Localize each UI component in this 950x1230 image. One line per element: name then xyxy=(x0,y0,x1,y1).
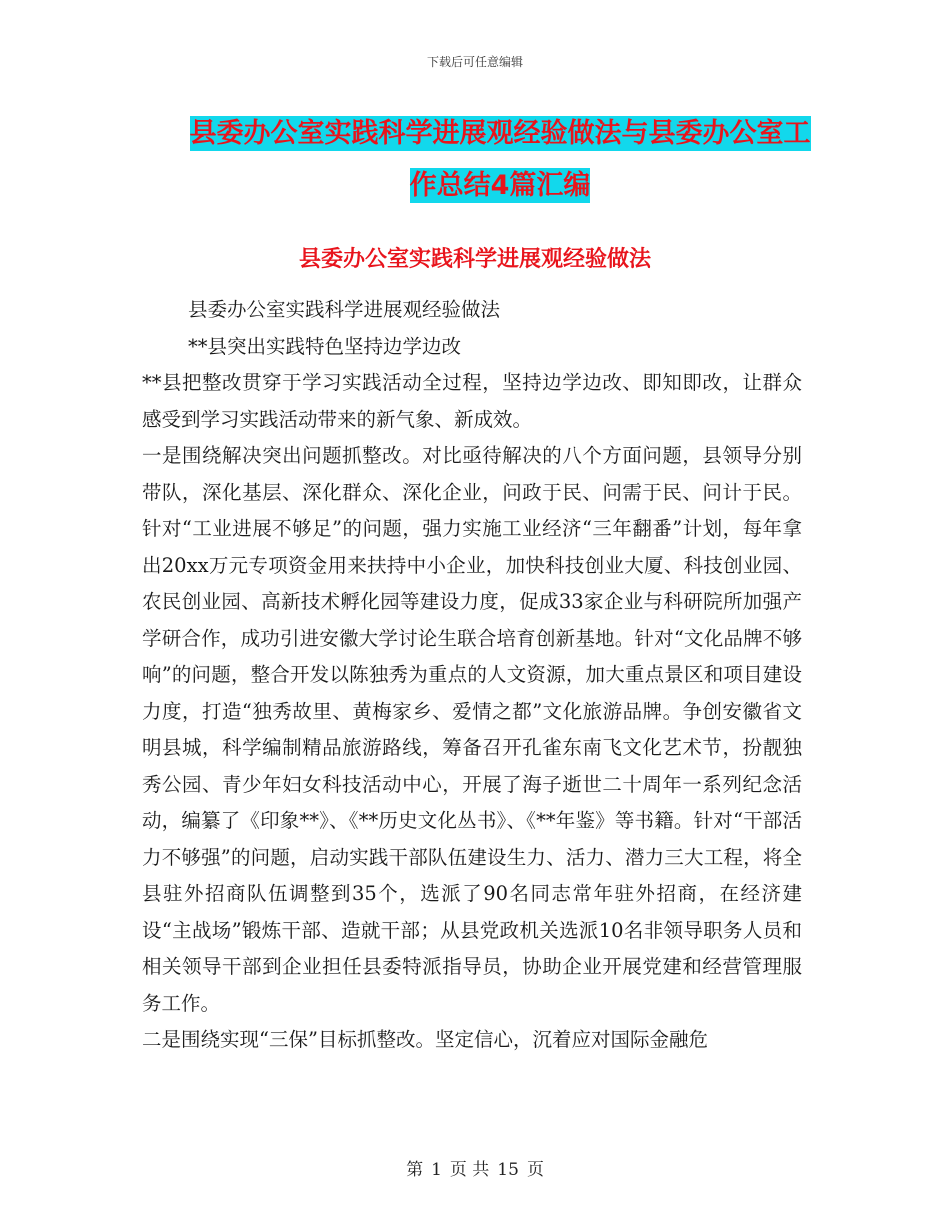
page-label-mid: 页 共 xyxy=(449,1160,490,1180)
paragraph-point-one: 一是围绕解决突出问题抓整改。对比亟待解决的八个方面问题，县领导分别带队，深化基层、深化群众、深化企业，问政于民、问需于民、问计于民。针对“工业进展不够足”的问题，强力实施工业经济“三年翻番”计划，每年拿出20xx万元专项资金用来扶持中小企业，加快科技创业大厦、科技创业园、农民创业园、高新技术孵化园等建设力度，促成33家企业与科研院所加强产学研合作，成功引进安徽大学讨论生联合培育创新基地。针对“文化品牌不够响”的问题，整合开发以陈独秀为重点的人文资源，加大重点景区和项目建设力度，打造“独秀故里、黄梅家乡、爱情之都”文化旅游品牌。争创安徽省文明县城，科学编制精品旅游路线，筹备召开孔雀东南飞文化艺术节，扮靓独秀公园、青少年妇女科技活动中心，开展了海子逝世二十周年一系列纪念活动，编纂了《印象**》、《**历史文化丛书》、《**年鉴》等书籍。针对“干部活力不够强”的问题，启动实践干部队伍建设生力、活力、潜力三大工程，将全县驻外招商队伍调整到35个，选派了90名同志常年驻外招商，在经济建设“主战场”锻炼干部、造就干部；从县党政机关选派10名非领导职务人员和相关领导干部到企业担任县委特派指导员，协助企业开展党建和经营管理服务工作。 xyxy=(142,444,802,1015)
paragraph-intro: **县把整改贯穿于学习实践活动全过程，坚持边学边改、即知即改，让群众感受到学习实践活动带来的新气象、新成效。 xyxy=(142,371,802,431)
header-note: 下载后可任意编辑 xyxy=(426,55,523,69)
paragraph-subheading: 县委办公室实践科学进展观经验做法 xyxy=(188,298,501,321)
section-title: 县委办公室实践科学进展观经验做法 xyxy=(298,247,651,272)
page-total: 15 xyxy=(497,1160,519,1180)
paragraph-point-two: 二是围绕实现“三保”目标抓整改。坚定信心，沉着应对国际金融危 xyxy=(142,1028,708,1051)
page-label-prefix: 第 xyxy=(406,1160,424,1180)
document-title xyxy=(140,108,860,212)
page-current: 1 xyxy=(431,1160,442,1180)
paragraph-article-title: **县突出实践特色坚持边学边改 xyxy=(188,334,462,358)
document-title-line-1: 县委办公室实践科学进展观经验做法与县委办公室工 xyxy=(189,118,811,149)
page-label-suffix: 页 xyxy=(526,1160,544,1180)
document-title-line-2: 作总结4篇汇编 xyxy=(409,170,591,201)
document-body xyxy=(142,292,802,1059)
page-footer xyxy=(0,1155,950,1180)
